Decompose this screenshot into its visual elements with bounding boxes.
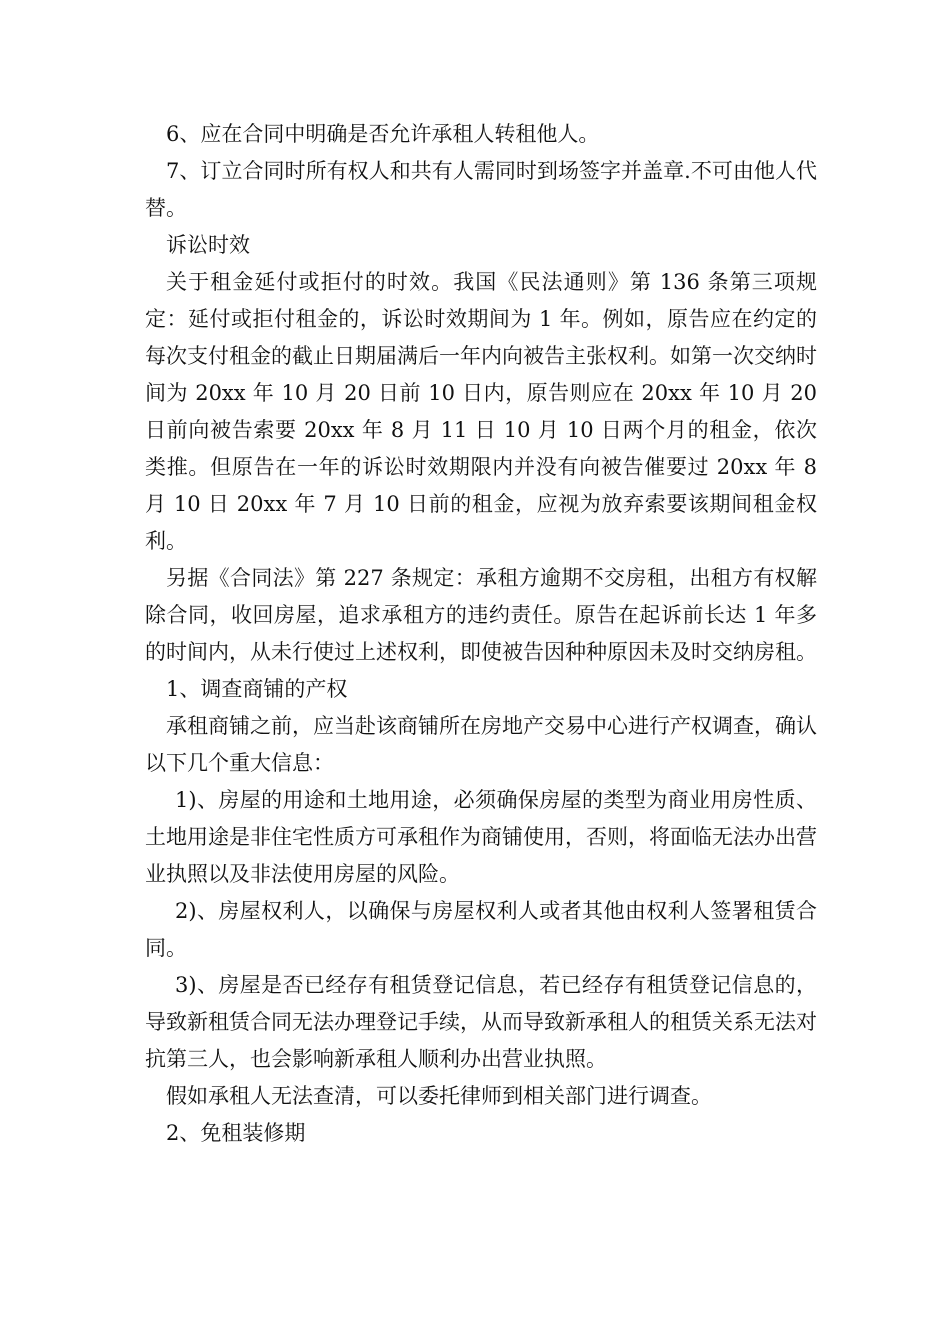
section-heading-rent-free-period: 2、免租装修期 — [166, 1121, 306, 1145]
paragraph-signing-clause: 7、订立合同时所有权人和共有人需同时到场签字并盖章.不可由他人代替。 — [145, 159, 817, 220]
paragraph-property-survey-intro: 承租商铺之前，应当赴该商铺所在房地产交易中心进行产权调查，确认以下几个重大信息： — [145, 714, 817, 775]
paragraph-sublet-clause: 6、应在合同中明确是否允许承租人转租他人。 — [166, 122, 600, 146]
list-item-owner: 2)、房屋权利人，以确保与房屋权利人或者其他由权利人签署租赁合同。 — [145, 899, 817, 960]
list-item-usage: 1)、房屋的用途和土地用途，必须确保房屋的类型为商业用房性质、土地用途是非住宅性质方可承租作为商铺使用，否则，将面临无法办出营业执照以及非法使用房屋的风险。 — [145, 788, 817, 886]
section-heading-property-survey: 1、调查商铺的产权 — [166, 677, 348, 701]
paragraph-contract-law: 另据《合同法》第 227 条规定：承租方逾期不交房租，出租方有权解除合同，收回房屋，追求承租方的违约责任。原告在起诉前长达 1 年多的时间内，从未行使过上述权利，即使被告因种种原因未及时交纳房租。 — [145, 566, 817, 664]
paragraph-lawyer-note: 假如承租人无法查清，可以委托律师到相关部门进行调查。 — [166, 1084, 712, 1108]
paragraph-rent-limitation: 关于租金延付或拒付的时效。我国《民法通则》第 136 条第三项规定：延付或拒付租金的，诉讼时效期间为 1 年。例如，原告应在约定的每次支付租金的截止日期届满后一年内向被告主张权利。如第一次交纳时间为 20xx 年 10 月 20 日前 10 日内，原告则应在 20xx 年 10 月 20 日前向被告索要 20xx 年 8 月 11 日 10 月 10 日两个月的租金，依次类推。但原告在一年的诉讼时效期限内并没有向被告催要过 20xx 年 8 月 10 日 20xx 年 7 月 10 日前的租金，应视为放弃索要该期间租金权利。 — [145, 270, 817, 553]
section-heading-statute-of-limitations: 诉讼时效 — [166, 233, 250, 257]
list-item-lease-registration: 3)、房屋是否已经存有租赁登记信息，若已经存有租赁登记信息的，导致新租赁合同无法办理登记手续，从而导致新承租人的租赁关系无法对抗第三人，也会影响新承租人顺利办出营业执照。 — [145, 973, 817, 1071]
document-body — [145, 116, 817, 1152]
